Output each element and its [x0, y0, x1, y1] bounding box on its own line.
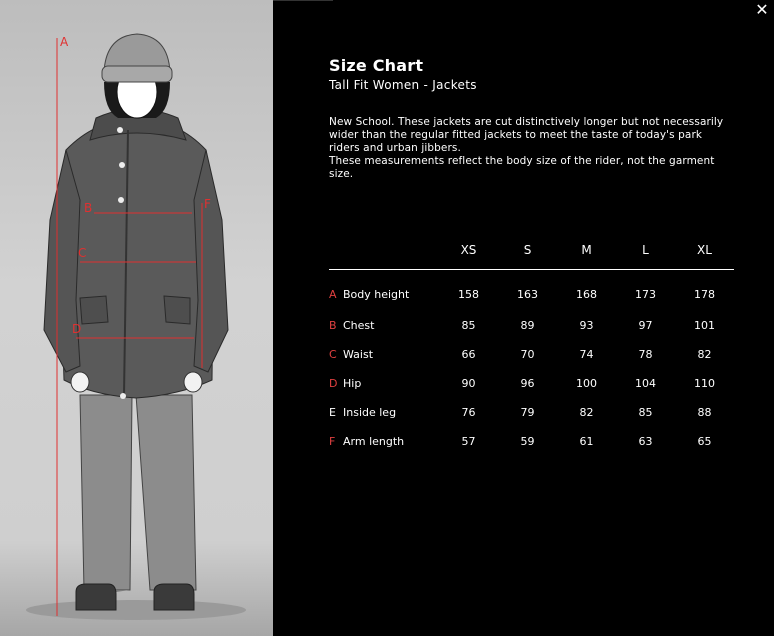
table-cell: 61: [579, 435, 594, 448]
table-cell: 78: [638, 348, 653, 361]
table-cell: 89: [520, 319, 535, 332]
page-title: Size Chart: [329, 56, 424, 75]
table-cell: 82: [697, 348, 712, 361]
rider-illustration: [0, 0, 273, 636]
table-cell: 168: [576, 288, 597, 301]
table-cell: 65: [697, 435, 712, 448]
row-letter: E: [329, 406, 336, 419]
row-label: Inside leg: [343, 406, 397, 419]
row-letter: C: [329, 348, 337, 361]
close-icon[interactable]: ✕: [755, 0, 769, 19]
table-cell: 82: [579, 406, 594, 419]
table-cell: 173: [635, 288, 656, 301]
table-row: [329, 270, 734, 312]
size-chart-content: [329, 56, 739, 181]
size-table-header: [329, 239, 734, 270]
table-cell: 104: [635, 377, 656, 390]
row-label: Hip: [343, 377, 362, 390]
table-cell: 74: [579, 348, 594, 361]
table-cell: 57: [461, 435, 476, 448]
description: [329, 116, 729, 181]
table-cell: 85: [461, 319, 476, 332]
size-header: XL: [675, 239, 734, 270]
table-cell: 63: [638, 435, 653, 448]
row-label: Body height: [343, 288, 410, 301]
table-row: [329, 427, 734, 456]
marker-c: C: [78, 246, 87, 260]
row-label: Chest: [343, 319, 375, 332]
table-cell: 178: [694, 288, 715, 301]
size-header: S: [498, 239, 557, 270]
marker-d: D: [72, 322, 82, 336]
table-cell: 76: [461, 406, 476, 419]
page-subtitle: Tall Fit Women - Jackets: [329, 78, 477, 92]
table-row: [329, 369, 734, 398]
marker-a: A: [60, 35, 69, 49]
row-letter: B: [329, 319, 337, 332]
table-cell: 96: [520, 377, 535, 390]
size-table: [329, 239, 734, 456]
table-cell: 88: [697, 406, 712, 419]
size-header: L: [616, 239, 675, 270]
table-cell: 110: [694, 377, 715, 390]
top-divider: [273, 0, 333, 1]
table-row: [329, 311, 734, 340]
row-label: Waist: [343, 348, 374, 361]
header-blank: [329, 239, 439, 270]
row-label: Arm length: [343, 435, 405, 448]
description-paragraph: These measurements reflect the body size of the rider, not the garment size.: [329, 155, 715, 180]
figure-illustration-panel: [0, 0, 273, 636]
marker-b: B: [84, 201, 93, 215]
table-cell: 100: [576, 377, 597, 390]
table-cell: 90: [461, 377, 476, 390]
table-cell: 97: [638, 319, 653, 332]
row-letter: D: [329, 377, 338, 390]
table-cell: 66: [461, 348, 476, 361]
marker-f: F: [204, 197, 211, 211]
table-cell: 158: [458, 288, 479, 301]
table-row: [329, 340, 734, 369]
row-letter: A: [329, 288, 337, 301]
table-cell: 101: [694, 319, 715, 332]
table-cell: 93: [579, 319, 594, 332]
table-row: [329, 398, 734, 427]
table-cell: 79: [520, 406, 535, 419]
description-paragraph: New School. These jackets are cut distinctively longer but not necessarily wider than the regular fitted jackets to meet the taste of today's park riders and urban jibbers.: [329, 116, 724, 154]
table-cell: 85: [638, 406, 653, 419]
table-cell: 70: [520, 348, 535, 361]
size-header: XS: [439, 239, 498, 270]
row-letter: F: [329, 435, 336, 448]
size-header: M: [557, 239, 616, 270]
table-cell: 59: [520, 435, 535, 448]
table-cell: 163: [517, 288, 538, 301]
